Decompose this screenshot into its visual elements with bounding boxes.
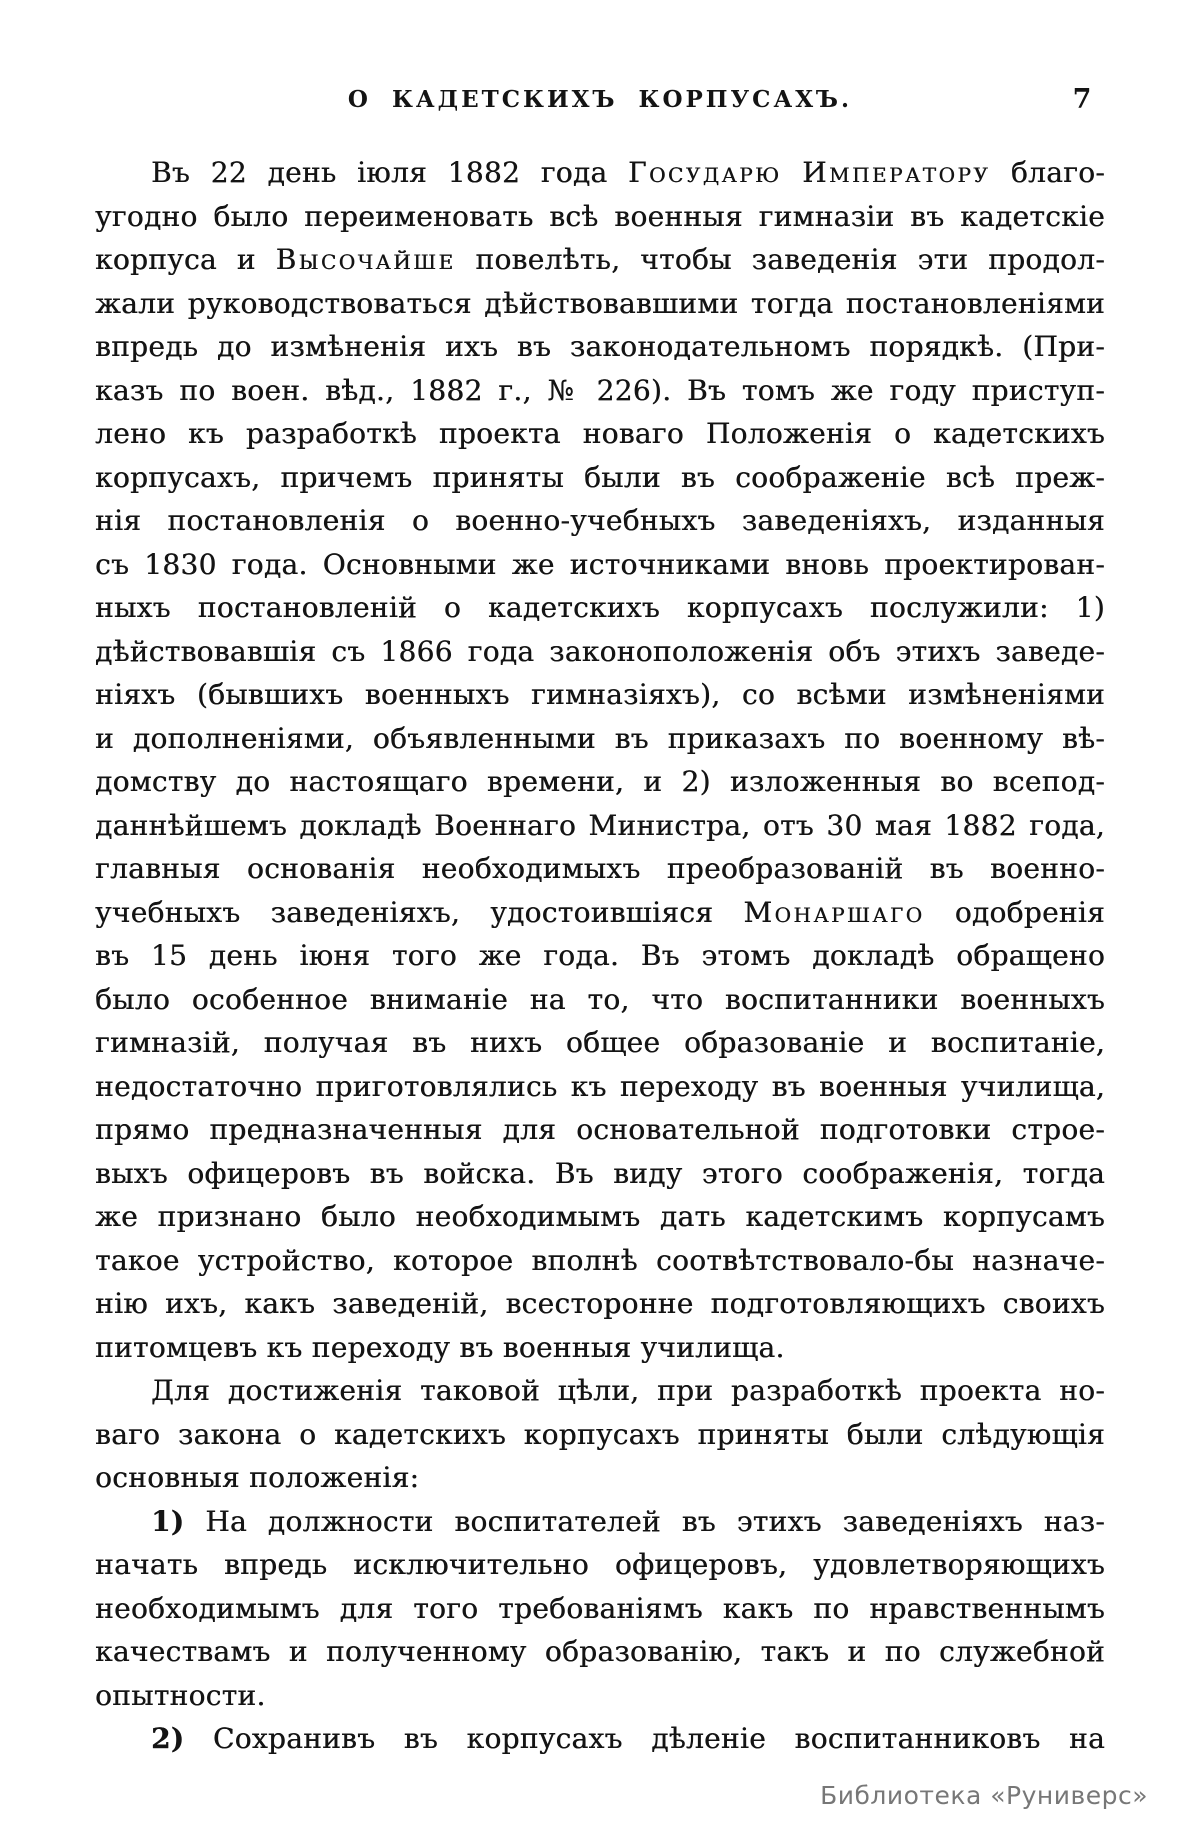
text-line: выхъ офицеровъ въ войска. Въ виду этого соображенія, тогда — [95, 1156, 1105, 1190]
text-line: казъ по воен. вѣд., 1882 г., № 226). Въ томъ же году приступ- — [95, 373, 1105, 407]
text-line: Для достиженія таковой цѣли, при разработкѣ проекта но- — [151, 1374, 1105, 1407]
text-line: такое устройство, которое вполнѣ соотвѣтствовало-бы назначе- — [95, 1243, 1105, 1277]
smallcaps-word: Монаршаго — [743, 895, 925, 929]
text-line: было особенное вниманіе на то, что воспитанники военныхъ — [95, 982, 1105, 1016]
text-line: въ 15 день іюня того же года. Въ этомъ докладѣ обращено — [95, 939, 1105, 972]
text-line: гимназій, получая въ нихъ общее образованіе и воспитаніе, — [95, 1026, 1105, 1059]
smallcaps-word: Высочайше — [275, 243, 456, 276]
text-line: впредь до измѣненія ихъ въ законодательномъ порядкѣ. (При- — [95, 330, 1105, 363]
text-line: корпусахъ, причемъ приняты были въ соображеніе всѣ преж- — [95, 460, 1105, 494]
text-line: же признано было необходимымъ дать кадетскимъ корпусамъ — [95, 1200, 1105, 1233]
text-line: необходимымъ для того требованіямъ какъ по нравственнымъ — [95, 1591, 1105, 1625]
text-line: нія постановленія о военно-учебныхъ заведеніяхъ, изданныя — [95, 504, 1105, 537]
library-watermark: Библиотека «Руниверс» — [820, 1781, 1148, 1810]
text-line: дѣйствовавшія съ 1866 года законоположенія объ этихъ заведе- — [95, 634, 1105, 668]
text-line: ваго закона о кадетскихъ корпусахъ приняты были слѣдующія — [95, 1417, 1105, 1451]
text-line: корпуса и Высочайше повелѣть, чтобы заведенія эти продол- — [95, 243, 1105, 276]
text-line: основныя положенія: — [95, 1461, 420, 1494]
text-line: съ 1830 года. Основными же источниками вновь проектирован- — [95, 547, 1105, 581]
text-line: жали руководствоваться дѣйствовавшими тогда постановленіями — [95, 286, 1105, 320]
text-line: даннѣйшемъ докладѣ Военнаго Министра, отъ 30 мая 1882 года, — [95, 808, 1105, 842]
text-line: прямо предназначенныя для основательной подготовки строе- — [95, 1113, 1105, 1146]
text-line: опытности. — [95, 1678, 266, 1712]
text-line: 1) На должности воспитателей въ этихъ заведеніяхъ наз- — [151, 1504, 1105, 1538]
text-line: 2) Сохранивъ въ корпусахъ дѣленіе воспитанниковъ на — [151, 1722, 1105, 1755]
text-line: недостаточно приготовлялись къ переходу въ военныя училища, — [95, 1069, 1105, 1103]
text-line: питомцевъ къ переходу въ военныя училища. — [95, 1330, 785, 1364]
text-line: домству до настоящаго времени, и 2) изложенныя во всепод- — [95, 765, 1105, 798]
text-line: начать впредь исключительно офицеровъ, удовлетворяющихъ — [95, 1548, 1105, 1581]
smallcaps-word: Императору — [802, 156, 991, 189]
text-line: Въ 22 день іюля 1882 года Государю Императору благо- — [151, 156, 1105, 189]
page-body — [95, 151, 1105, 1761]
text-line: угодно было переименовать всѣ военныя гимназіи въ кадетскіе — [95, 199, 1105, 233]
running-head-title: О КАДЕТСКИХЪ КОРПУСАХЪ. — [347, 86, 853, 113]
smallcaps-word: Государю — [628, 156, 782, 189]
page-number: 7 — [1072, 84, 1092, 115]
text-line: ніяхъ (бывшихъ военныхъ гимназіяхъ), со всѣми измѣненіями — [95, 678, 1105, 711]
text-line: и дополненіями, объявленными въ приказахъ по военному вѣ- — [95, 721, 1105, 755]
text-line: ныхъ постановленій о кадетскихъ корпусахъ послужили: 1) — [95, 591, 1105, 624]
text-line: лено къ разработкѣ проекта новаго Положенія о кадетскихъ — [95, 417, 1105, 450]
text-line: качествамъ и полученному образованію, такъ и по служебной — [95, 1635, 1105, 1668]
text-line: главныя основанія необходимыхъ преобразованій въ военно- — [95, 852, 1105, 885]
text-line: нію ихъ, какъ заведеній, всесторонне подготовляющихъ своихъ — [95, 1287, 1105, 1320]
text-line: учебныхъ заведеніяхъ, удостоившіяся Монаршаго одобренія — [95, 895, 1105, 929]
